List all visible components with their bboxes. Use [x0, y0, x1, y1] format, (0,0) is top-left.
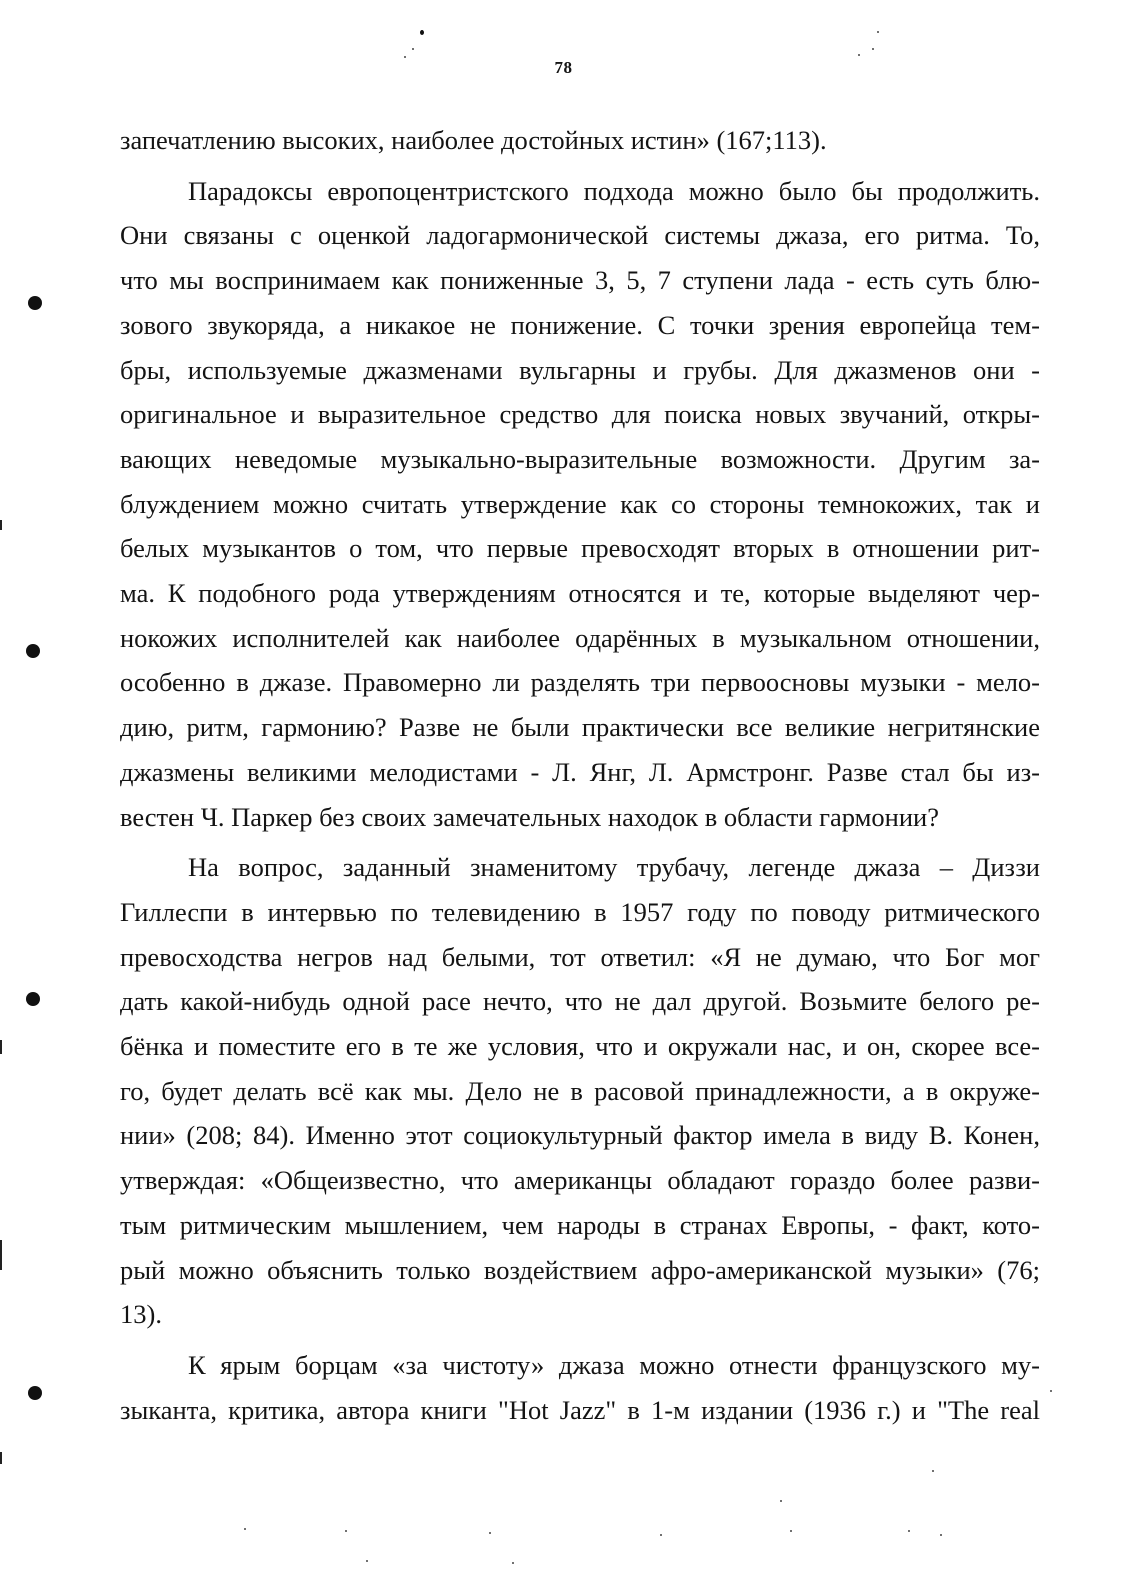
scan-speck: [872, 48, 874, 50]
scan-speck: [877, 31, 879, 33]
scan-speck: [412, 48, 414, 50]
scan-speck: [489, 1532, 491, 1534]
scan-speck: [512, 1562, 514, 1564]
scan-speck: [244, 1528, 246, 1530]
text-line: рый можно объяснить только воздействием афро-американской музыки» (76;: [120, 1254, 1040, 1285]
binder-hole-icon: [28, 296, 42, 310]
scan-speck: [366, 1560, 368, 1562]
scan-speck: [1050, 1390, 1052, 1392]
scan-speck: [660, 1534, 662, 1536]
text-line: превосходства негров над белыми, тот ответил: «Я не думаю, что Бог мог: [120, 941, 1040, 972]
scan-speck: [858, 54, 860, 56]
scan-speck: [908, 1530, 910, 1532]
text-line: утверждая: «Общеизвестно, что американцы обладают гораздо более разви-: [120, 1165, 1040, 1196]
body-text: [120, 118, 1040, 1432]
scan-edge-mark: [0, 1040, 2, 1054]
text-line: джазмены великими мелодистами - Л. Янг, Л. Армстронг. Разве стал бы из-: [120, 756, 1040, 787]
scan-speck: [940, 1534, 942, 1536]
text-line: блуждением можно считать утверждение как со стороны темнокожих, так и: [120, 488, 1040, 519]
text-line: Парадоксы европоцентристского подхода можно было бы продолжить.: [188, 175, 1040, 206]
text-line: Они связаны с оценкой ладогармонической системы джаза, его ритма. То,: [120, 220, 1040, 251]
scan-edge-mark: [0, 1452, 2, 1464]
text-line: Гиллеспи в интервью по телевидению в 1957 году по поводу ритмического: [120, 896, 1040, 927]
text-line: дать какой-нибудь одной расе нечто, что не дал другой. Возьмите белого ре-: [120, 986, 1040, 1017]
text-line: оригинальное и выразительное средство для поиска новых звучаний, откры-: [120, 399, 1040, 430]
binder-hole-icon: [26, 644, 40, 658]
text-line: запечатлению высоких, наиболее достойных истин» (167;113).: [120, 125, 827, 155]
text-line: вестен Ч. Паркер без своих замечательных находок в области гармонии?: [120, 801, 939, 832]
scan-speck: [932, 1470, 934, 1472]
text-line: особенно в джазе. Правомерно ли разделять три первоосновы музыки - мело-: [120, 667, 1040, 698]
scan-speck: [420, 30, 424, 35]
text-line: го, будет делать всё как мы. Дело не в расовой принадлежности, а в окруже-: [120, 1075, 1040, 1106]
text-line: бёнка и поместите его в те же условия, что и окружали нас, и он, скорее все-: [120, 1031, 1040, 1062]
text-line: ма. К подобного рода утверждениям относятся и те, которые выделяют чер-: [120, 578, 1040, 609]
text-line: вающих неведомые музыкально-выразительные возможности. Другим за-: [120, 443, 1040, 474]
page-number: 78: [554, 58, 573, 77]
scan-speck: [404, 56, 406, 58]
scan-speck: [345, 1530, 347, 1532]
scan-edge-mark: [0, 520, 2, 530]
text-line: зыканта, критика, автора книги "Hot Jazz" в 1-м издании (1936 г.) и "The real: [120, 1394, 1040, 1425]
binder-hole-icon: [28, 1386, 42, 1400]
binder-hole-icon: [26, 992, 40, 1006]
scan-speck: [790, 1530, 792, 1532]
scan-speck: [780, 1500, 782, 1502]
text-line: 13).: [120, 1299, 162, 1330]
text-line: бры, используемые джазменами вульгарны и грубы. Для джазменов они -: [120, 354, 1040, 385]
text-line: нии» (208; 84). Именно этот социокультурный фактор имела в виду В. Конен,: [120, 1120, 1040, 1151]
text-line: На вопрос, заданный знаменитому трубачу, легенде джаза – Диззи: [188, 852, 1040, 883]
text-line: дию, ритм, гармонию? Разве не были практически все великие негритянские: [120, 712, 1040, 743]
text-line: зового звукоряда, а никакое не понижение. С точки зрения европейца тем-: [120, 309, 1040, 340]
text-line: К ярым борцам «за чистоту» джаза можно отнести французского му-: [188, 1349, 1040, 1380]
scan-edge-mark: [0, 1240, 2, 1270]
text-line: тым ритмическим мышлением, чем народы в странах Европы, - факт, кото-: [120, 1209, 1040, 1240]
text-line: белых музыкантов о том, что первые превосходят вторых в отношении рит-: [120, 533, 1040, 564]
text-line: нокожих исполнителей как наиболее одарённых в музыкальном отношении,: [120, 622, 1040, 653]
text-line: что мы воспринимаем как пониженные 3, 5, 7 ступени лада - есть суть блю-: [120, 265, 1040, 296]
